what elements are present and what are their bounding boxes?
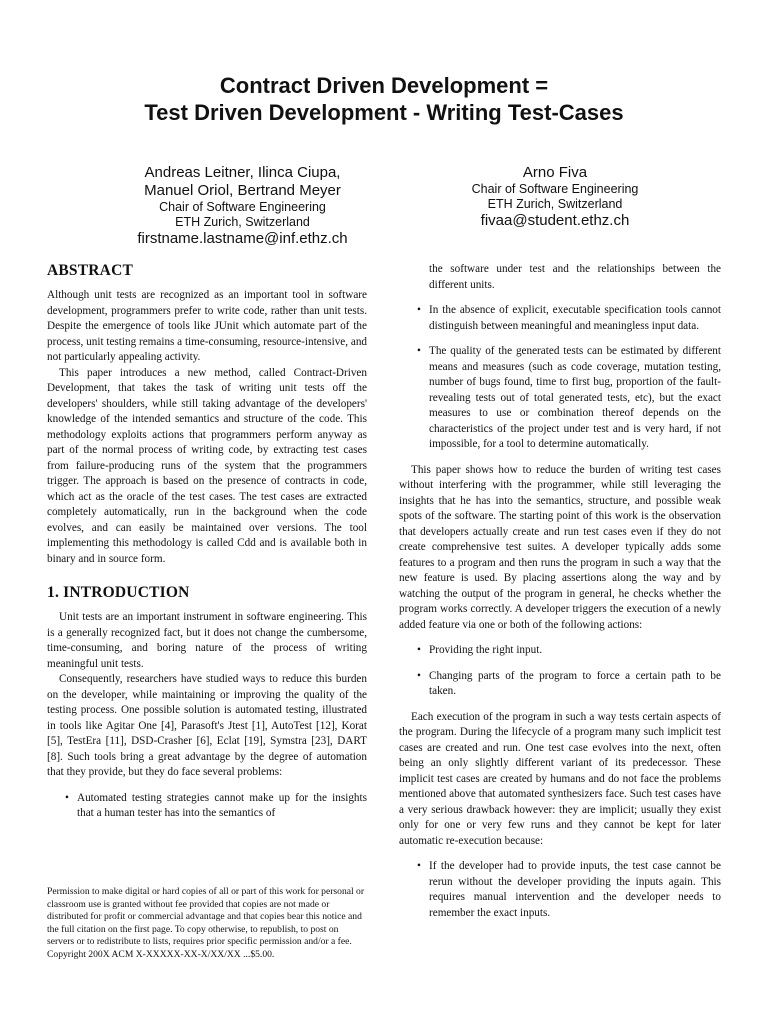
author-email: fivaa@student.ethz.ch xyxy=(480,212,630,229)
title-line-1: Contract Driven Development = xyxy=(219,73,549,98)
list-item-continuation: the software under test and the relationships between the different units. xyxy=(429,263,721,291)
list-item: • The quality of the generated tests can be estimated by different means and measures (such as code coverage, mutation testing, number of bugs found, time to first bug, proportion of the fault-revealing tests out of total generated tests, etc), but the exact measures to use or combination thereof depends on the characteristics of the project under test and is very hard, if not impossible, for a tool to determine automatically. xyxy=(399,344,721,453)
left-column xyxy=(47,262,367,822)
problem-list-continued xyxy=(399,262,721,293)
list-item: • If the developer had to provide inputs, the test case cannot be rerun without the developer providing the inputs again. This requires manual intervention and the developer needs to remember the exact inputs. xyxy=(399,859,721,921)
problem-list xyxy=(399,344,721,453)
reason-list xyxy=(399,859,721,921)
author-affiliation: Chair of Software Engineering xyxy=(159,200,326,214)
author-names: Arno Fiva xyxy=(522,164,588,181)
author-names-2: Manuel Oriol, Bertrand Meyer xyxy=(144,182,341,199)
list-item: • Automated testing strategies cannot make up for the insights that a human tester has into the semantics of xyxy=(47,791,367,822)
list-item: • Providing the right input. xyxy=(399,643,721,659)
action-list xyxy=(399,643,721,659)
introduction-heading: 1. INTRODUCTION xyxy=(47,584,190,601)
intro-paragraph-2: Consequently, researchers have studied ways to reduce this burden on the developer, while maintaining or improving the quality of the testing process. One possible solution is automated testing, illustrated in tools like Agitar One [4], Parasoft's Jtest [1], AutoTest [12], Korat [5], TestEra [11], DSD-Crasher [6], Eclat [19], Symstra [23], DART [8]. Such tools bring a great advantage by the degree of automation that they provide, but they do face several problems: xyxy=(47,673,367,778)
intro-paragraph-1: Unit tests are an important instrument in software engineering. This is a generally recognized fact, but it does not change the cumbersome, time-consuming, and boring nature of the process of writing meaningful unit tests. xyxy=(47,611,367,670)
problem-list xyxy=(399,303,721,334)
right-column xyxy=(399,262,721,921)
body-paragraph: This paper shows how to reduce the burden of writing test cases without interfering with the programmer, while still leveraging the insights that he has into the semantics, structure, and possible weak spots of the software. The starting point of this work is the observation that developers actually create and run test cases even if they do not create comprehensive test suites. A developer typically adds some features to a program and then runs the program in such a way that the new feature is used. By placing assertions along the way and by watching the output of the program in general, he checks whether the program works correctly. A developer triggers the execution of a newly added feature via one or both of the following actions: xyxy=(399,463,721,631)
permission-footnote xyxy=(47,886,367,962)
author-location: ETH Zurich, Switzerland xyxy=(487,197,623,211)
problem-list xyxy=(47,791,367,822)
list-item: • In the absence of explicit, executable specification tools cannot distinguish between meaningful and meaningless input data. xyxy=(399,303,721,334)
author-block-right xyxy=(420,164,690,229)
action-list xyxy=(399,669,721,700)
title-line-2: Test Driven Development - Writing Test-Cases xyxy=(144,100,624,125)
author-email: firstname.lastname@inf.ethz.ch xyxy=(137,230,348,247)
list-item: • Changing parts of the program to force a certain path to be taken. xyxy=(399,669,721,700)
permission-text: Permission to make digital or hard copies of all or part of this work for personal or classroom use is granted without fee provided that copies are not made or distributed for profit or commercial advantage and that copies bear this notice and the full citation on the first page. To copy otherwise, to republish, to post on servers or to redistribute to lists, requires prior specific permission and/or a fee. xyxy=(47,886,365,948)
author-block-left xyxy=(95,164,390,247)
abstract-paragraph-1: Although unit tests are recognized as an important tool in software development, programmers prefer to write code, rather than unit tests. Despite the emergence of tools like JUnit which automate part of the process, unit testing remains a time-consuming, resource-intensive, and not particularly appealing activity. xyxy=(47,289,368,363)
body-paragraph: Each execution of the program in such a way tests certain aspects of the program. During the lifecycle of a program many such implicit test cases are created and run. One test case evolves into the next, often being an only slightly different variant of its predecessor. These implicit test cases are created by humans and do not face the problems mentioned above that automated synthesizers face. Such test cases have a very serious drawback however: they are implicit; usually they exist only for one or very few runs and they cannot be kept for later automatic re-execution because: xyxy=(399,710,721,847)
abstract-paragraph-2: This paper introduces a new method, called Contract-Driven Development, that takes the task of writing unit tests off the developers' shoulders, while still taking advantage of the developers' knowledge of the intended semantics and structure of the code. This methodology exploits actions that programmers perform anyway as part of the normal process of writing code, by extracting test cases from failure-producing runs of the system that the programmers trigger. The approach is based on the presence of contracts in code, which act as the oracle of the test cases. The test cases are extracted completely automatically, run in the background when the code evolves, and can easily be maintained over versions. The tool implementing this methodology is called Cdd and is available both in binary and in source form. xyxy=(47,366,367,565)
author-affiliation: Chair of Software Engineering xyxy=(471,182,639,196)
author-location: ETH Zurich, Switzerland xyxy=(175,215,310,229)
abstract-heading: ABSTRACT xyxy=(47,262,134,279)
copyright-line: Copyright 200X ACM X-XXXXX-XX-X/XX/XX ...$5.00. xyxy=(47,948,275,960)
paper-title xyxy=(0,72,768,126)
author-names-1: Andreas Leitner, Ilinca Ciupa, xyxy=(144,164,341,181)
